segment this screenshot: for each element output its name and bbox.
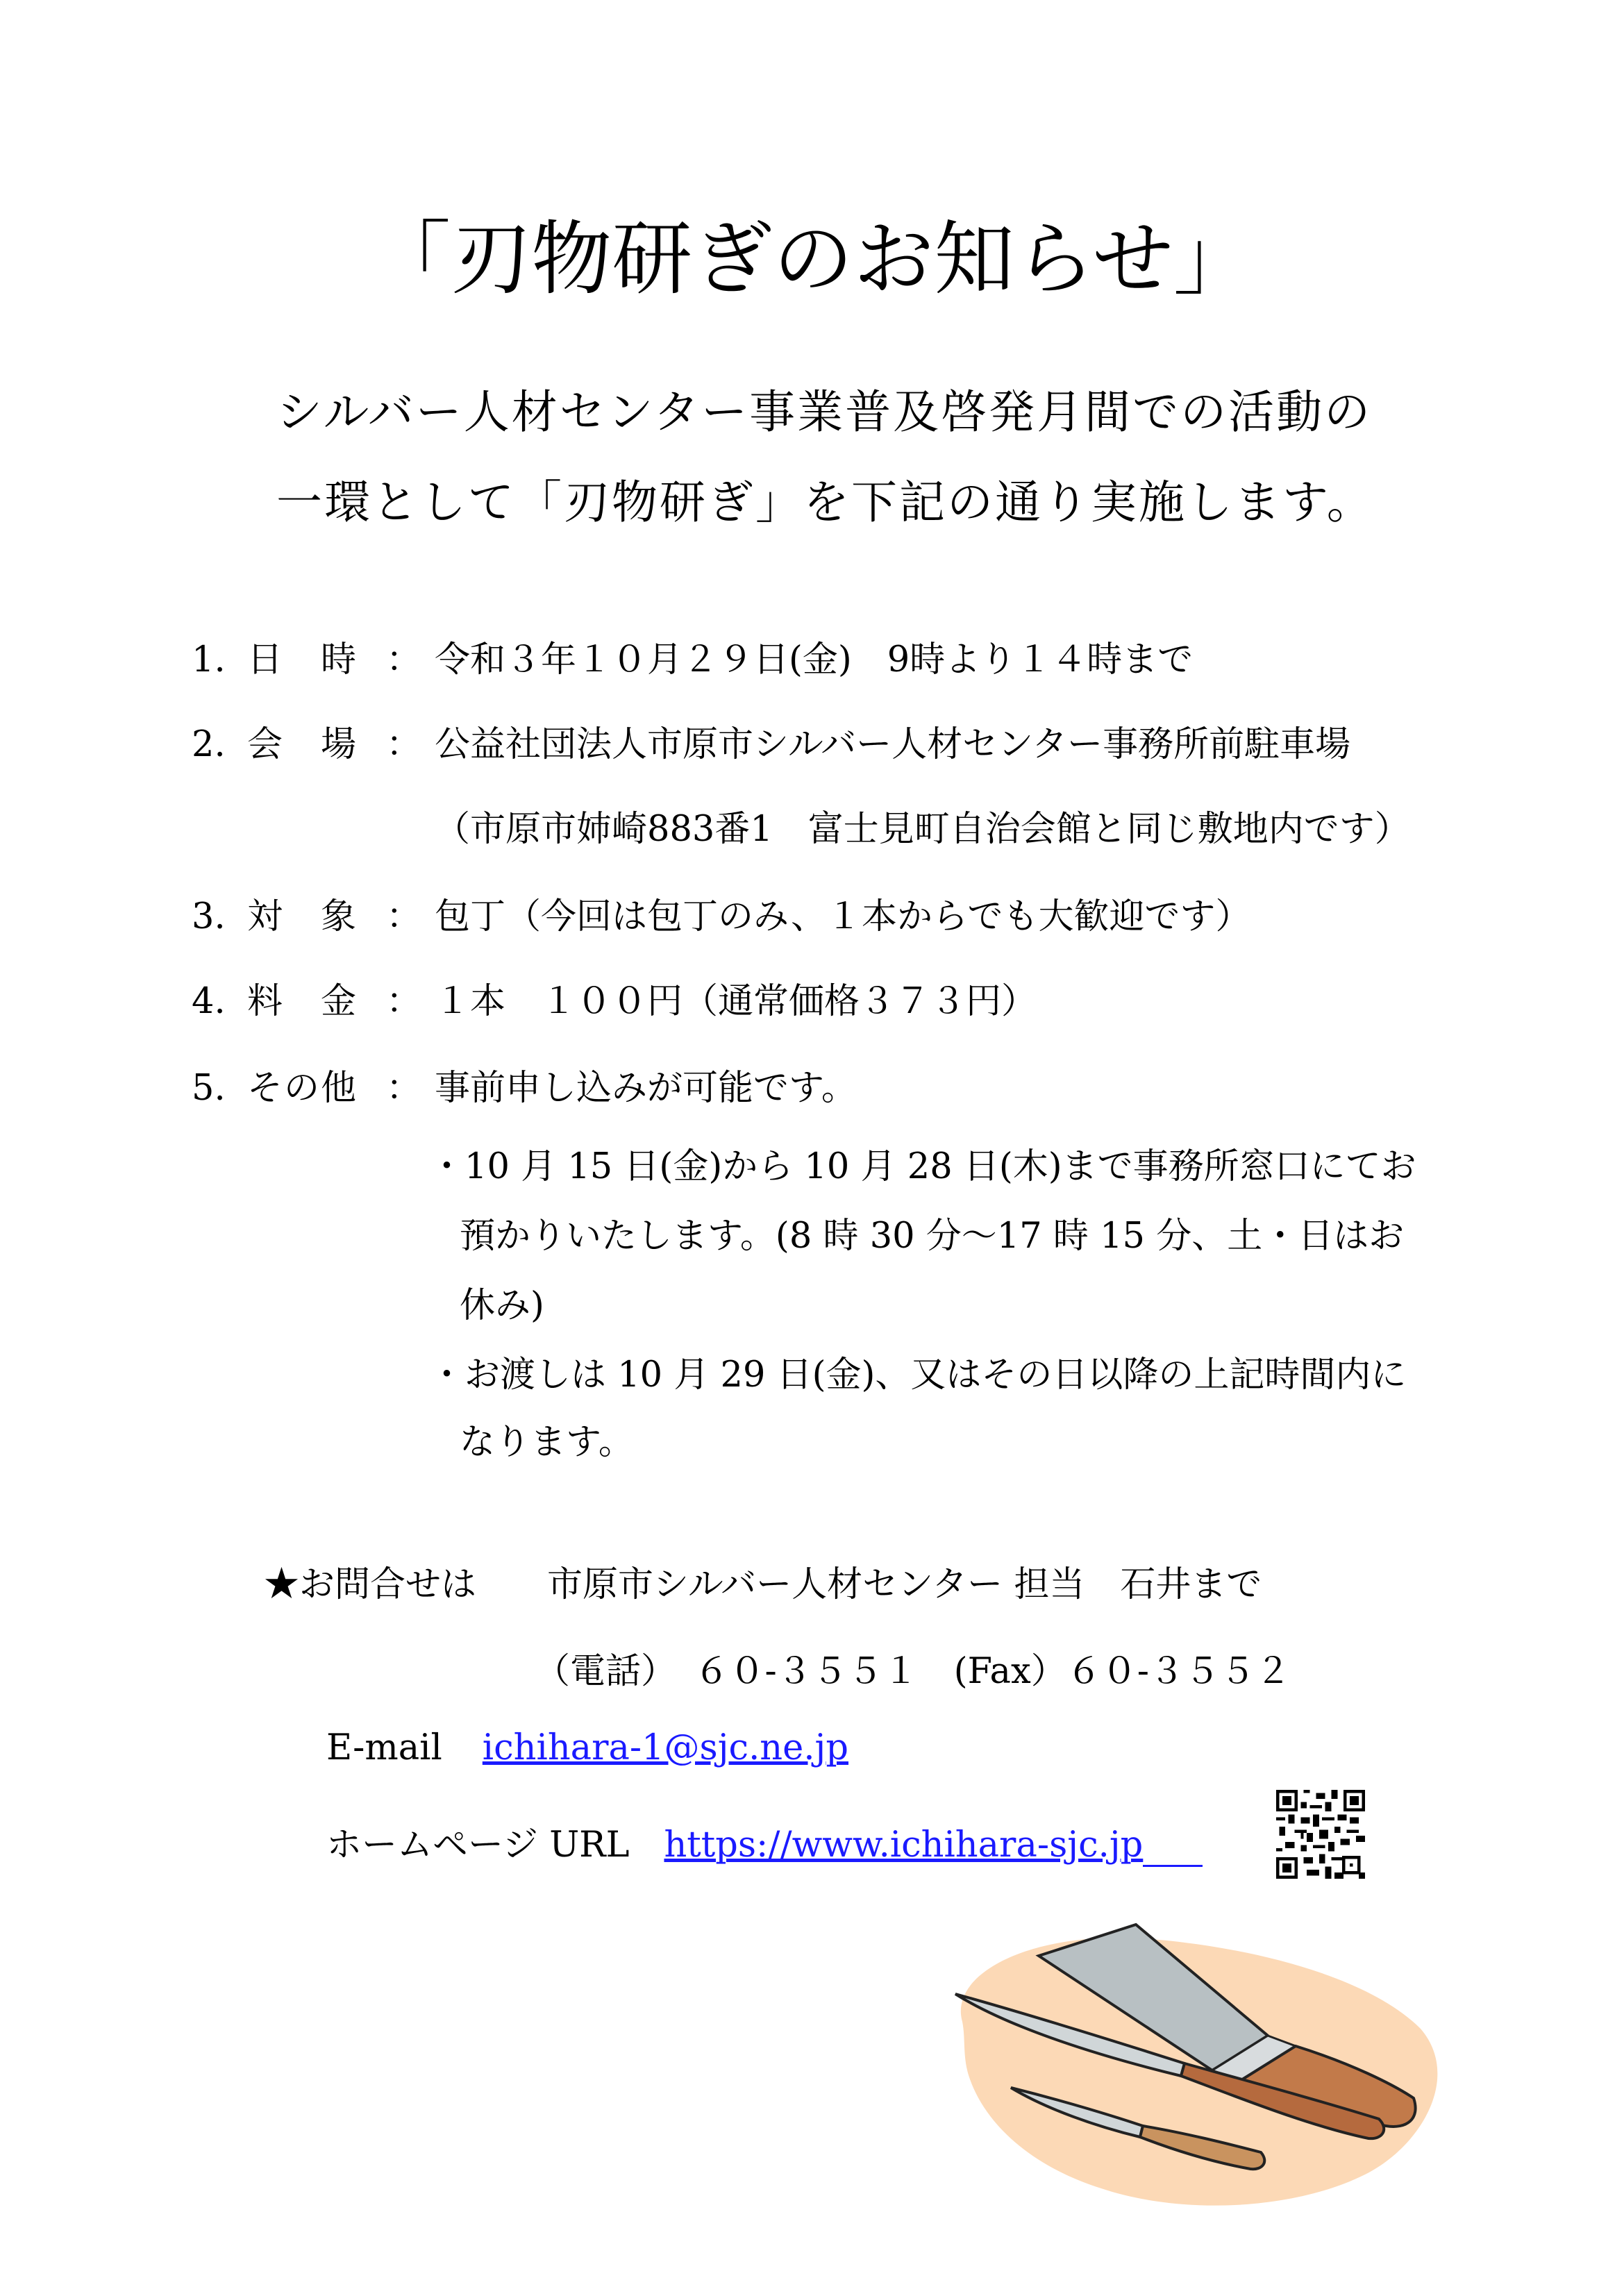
contact-email-row xyxy=(326,1727,848,1768)
item-label: 料 金 xyxy=(247,981,358,1022)
item-separator: ： xyxy=(386,1068,422,1109)
item-datetime xyxy=(192,630,1193,682)
item-separator: ： xyxy=(386,724,422,765)
item-number: 3. xyxy=(192,896,226,937)
item-value: 令和３年１０月２９日(金) 9時より１４時まで xyxy=(435,639,1194,680)
qr-code-icon[interactable] xyxy=(1276,1790,1365,1879)
item-other xyxy=(192,1059,857,1110)
item-number: 4. xyxy=(192,981,226,1022)
email-label: E-mail xyxy=(326,1727,442,1768)
item-venue xyxy=(192,715,1350,766)
intro-line-1: シルバー人材センター事業普及啓発月間での活動の xyxy=(276,385,1373,439)
email-link[interactable]: ichihara-1@sjc.ne.jp xyxy=(482,1727,849,1768)
item-number: 5. xyxy=(192,1068,226,1109)
item-value: 公益社団法人市原市シルバー人材センター事務所前駐車場 xyxy=(435,724,1351,765)
contact-url-row xyxy=(326,1816,1203,1867)
bullet-1-line-2: 預かりいたします。(8 時 30 分～17 時 15 分、土・日はお xyxy=(460,1216,1405,1257)
item-venue-address: （市原市姉崎883番1 富士見町自治会館と同じ敷地内です） xyxy=(435,809,1410,850)
item-label: その他 xyxy=(247,1068,358,1109)
item-target xyxy=(192,887,1251,939)
item-value: 事前申し込みが可能です。 xyxy=(435,1068,857,1109)
contact-phone-fax: （電話） ６０-３５５１ (Fax）６０-３５５２ xyxy=(535,1651,1291,1692)
page-title: 「刃物研ぎのお知らせ」 xyxy=(370,212,1254,306)
bullet-1-line-1: ・10 月 15 日(金)から 10 月 28 日(木)まで事務所窓口にてお xyxy=(429,1146,1416,1187)
bullet-1-line-3: 休み) xyxy=(460,1285,544,1326)
item-label: 対 象 xyxy=(247,896,358,937)
item-fee xyxy=(192,972,1037,1023)
kitchen-knives-illustration xyxy=(935,1890,1462,2223)
item-separator: ： xyxy=(386,639,422,680)
item-value: １本 １００円（通常価格３７３円） xyxy=(435,981,1037,1022)
url-label: ホームページ URL xyxy=(326,1825,630,1866)
intro-line-2: 一環として「刃物研ぎ」を下記の通り実施します。 xyxy=(276,476,1375,529)
bullet-2-line-1: ・お渡しは 10 月 29 日(金)、又はその日以降の上記時間内に xyxy=(429,1355,1407,1396)
item-label: 会 場 xyxy=(247,724,358,765)
item-label: 日 時 xyxy=(247,639,358,680)
item-number: 1. xyxy=(192,639,226,680)
item-number: 2. xyxy=(192,724,226,765)
item-separator: ： xyxy=(386,981,422,1022)
item-separator: ： xyxy=(386,896,422,937)
contact-line: ★お問合せは 市原市シルバー人材センター 担当 石井まで xyxy=(264,1564,1262,1605)
homepage-link[interactable]: https://www.ichihara-sjc.jp xyxy=(664,1825,1144,1866)
item-value: 包丁（今回は包丁のみ、１本からでも大歓迎です） xyxy=(435,896,1251,937)
bullet-2-line-2: なります。 xyxy=(460,1422,634,1463)
